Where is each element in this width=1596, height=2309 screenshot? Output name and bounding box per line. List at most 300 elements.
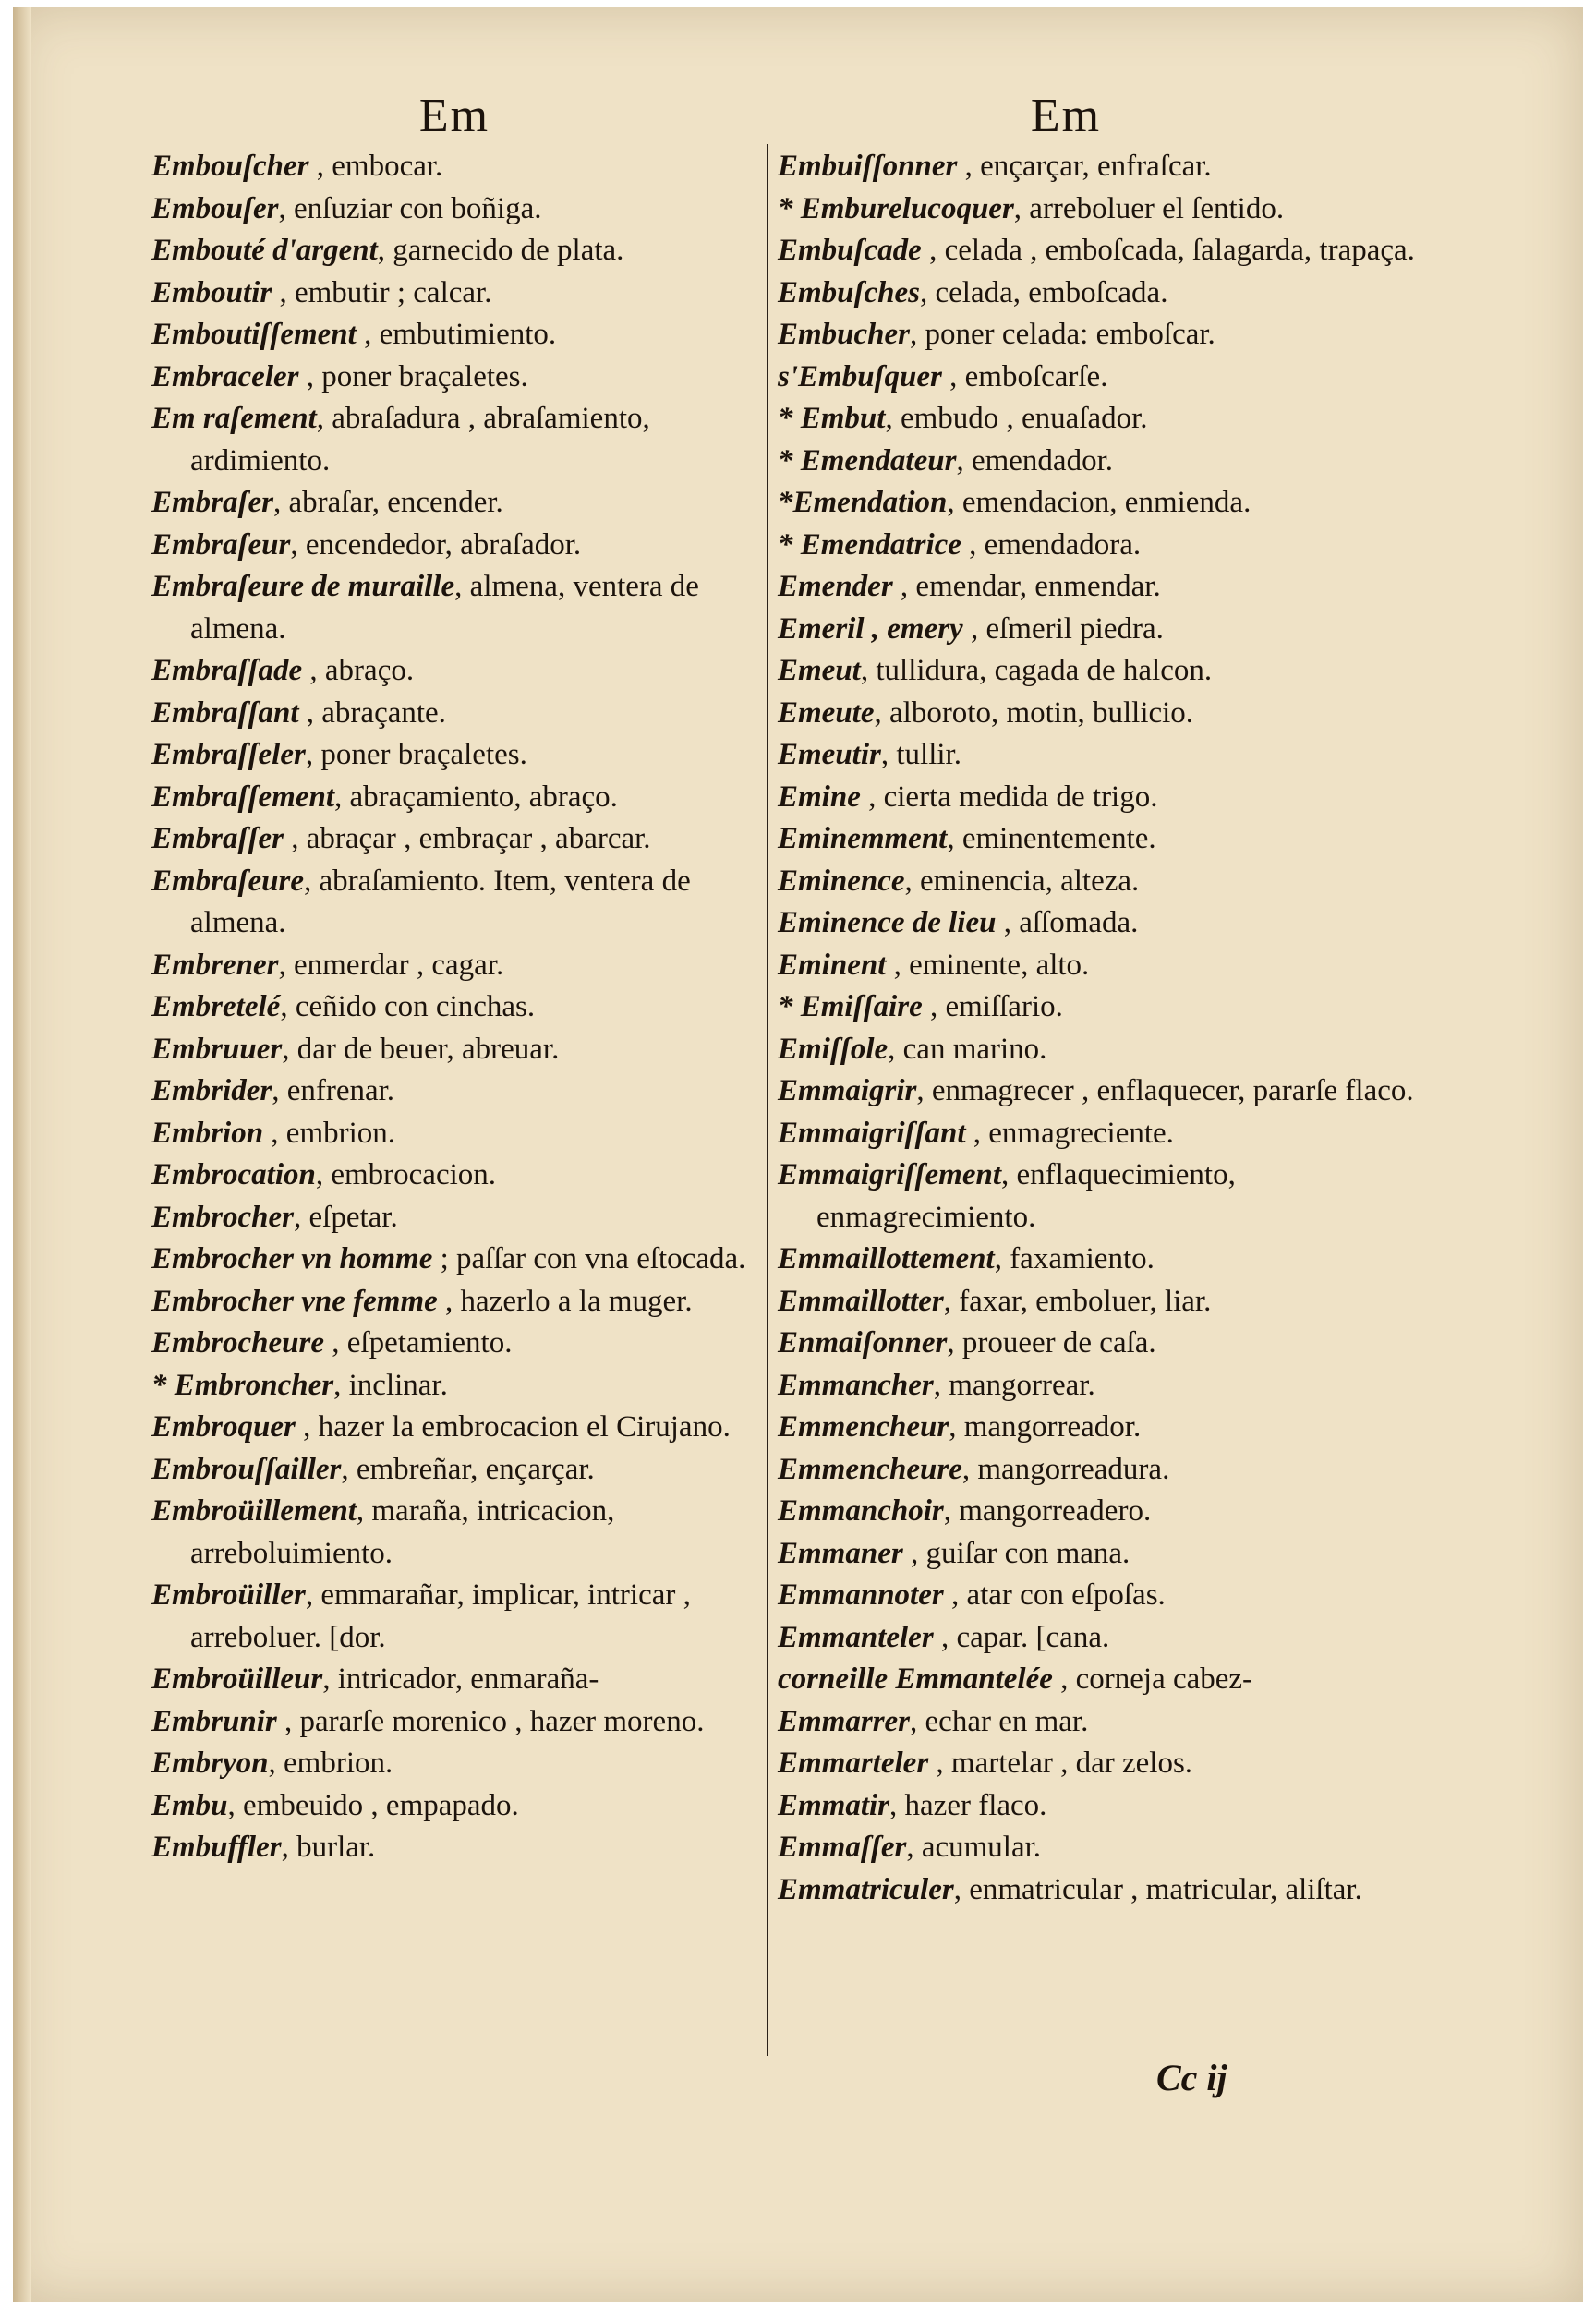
entry-headword: Embraſeur (151, 527, 291, 562)
dictionary-entry (778, 777, 1415, 819)
entry-separator: , (933, 1620, 957, 1654)
entry-definition: alboroto, motin, bullicio. (889, 695, 1194, 730)
dictionary-entry (778, 482, 1415, 525)
dictionary-entry (151, 945, 761, 987)
entry-headword: * Embut (778, 402, 886, 435)
entry-definition: enfrenar. (286, 1074, 395, 1107)
entry-headword: Embrider (151, 1074, 272, 1107)
entry-separator: , (904, 864, 920, 898)
entry-headword: Embrocher vne femme (151, 1284, 438, 1318)
entry-definition: abraço. (324, 654, 415, 687)
entry-separator: , (281, 1831, 297, 1864)
entry-headword: Embraſſement (151, 780, 334, 814)
book-page (13, 7, 1583, 2302)
dictionary-entry (778, 818, 1415, 861)
dictionary-entry (778, 1533, 1415, 1576)
dictionary-entry (778, 1659, 1415, 1701)
entry-headword: Emmencheur (778, 1410, 949, 1444)
entry-headword: Embraſer (151, 486, 273, 519)
entry-headword: Emeril , emery (778, 611, 963, 646)
dictionary-entry (778, 1617, 1415, 1660)
entry-definition: aſſomada. (1019, 906, 1139, 939)
entry-headword: Embroquer (151, 1410, 296, 1444)
dictionary-entry (151, 1070, 761, 1113)
entry-definition: can marino. (902, 1032, 1047, 1066)
entry-headword: Embouſcher (151, 150, 309, 183)
entry-headword: s'Embuſquer (778, 359, 942, 393)
entry-separator: , (302, 654, 325, 687)
entry-separator: , (965, 1116, 989, 1150)
dictionary-entry (151, 1449, 761, 1492)
entry-headword: Emmaigriſſant (778, 1116, 966, 1150)
entry-definition: embocar. (332, 150, 443, 183)
entry-definition: poner braçaletes. (321, 359, 528, 393)
entry-definition: enmatricular , matricular, aliſtar. (969, 1872, 1362, 1906)
column-divider (767, 144, 768, 2056)
entry-headword: Embroüillement (151, 1494, 357, 1528)
entry-separator: , (308, 150, 332, 183)
entry-separator: , (885, 402, 901, 435)
entry-definition: emendador. (971, 443, 1113, 478)
dictionary-entry (778, 1575, 1415, 1617)
dictionary-entry (151, 1407, 761, 1449)
entry-definition: eminente, alto. (909, 948, 1090, 982)
entry-separator: , (953, 1872, 970, 1906)
dictionary-entry (151, 1743, 761, 1785)
dictionary-entry (151, 986, 761, 1029)
entry-headword: Embraſeure de muraille (151, 570, 455, 603)
dictionary-entry (778, 986, 1415, 1029)
entry-headword: Emmarrer (778, 1704, 911, 1738)
entry-definition: tullir. (896, 738, 961, 771)
entry-headword: Emmaillottement (778, 1242, 995, 1275)
dictionary-entry (151, 1575, 761, 1659)
dictionary-entry (778, 357, 1415, 399)
right-column (778, 146, 1415, 1911)
entry-definition: embrocacion. (331, 1158, 497, 1191)
entry-definition: atar con eſpoſas. (966, 1578, 1166, 1612)
dictionary-entry (151, 818, 761, 861)
dictionary-entry (151, 1239, 761, 1281)
entry-separator: , (921, 234, 945, 267)
entry-definition: eſpetamiento. (346, 1326, 513, 1360)
running-header-right: Em (1030, 90, 1102, 142)
entry-separator: , (278, 191, 295, 225)
entry-separator: , (316, 402, 332, 435)
dictionary-entry (151, 314, 761, 357)
entry-separator: , (356, 318, 380, 351)
entry-headword: Embrocheure (151, 1326, 325, 1360)
entry-headword: * Embroncher (151, 1368, 334, 1402)
dictionary-entry (151, 734, 761, 777)
entry-headword: Eminence de lieu (778, 906, 997, 939)
entry-separator: , (902, 1536, 926, 1570)
entry-headword: Emeutir (778, 738, 881, 771)
entry-separator: , (962, 611, 986, 646)
entry-headword: Emmarteler (778, 1747, 929, 1780)
entry-definition: enflaquecimiento, enmagrecimiento. (816, 1158, 1236, 1234)
dictionary-entry (778, 525, 1415, 567)
entry-definition: cierta medida de trigo. (883, 780, 1158, 814)
entry-headword: Embraſſeler (151, 738, 306, 771)
entry-separator: , (961, 1452, 978, 1486)
entry-definition: abraçante. (321, 695, 446, 730)
dictionary-entry (778, 1281, 1415, 1324)
entry-separator: , (956, 443, 972, 478)
entry-definition: embreñar, ençarçar. (356, 1452, 595, 1486)
dictionary-entry (151, 525, 761, 567)
dictionary-entry (778, 1113, 1415, 1155)
running-header-left: Em (418, 90, 490, 142)
entry-headword: * Emendateur (778, 443, 957, 478)
entry-headword: Enmaiſonner (778, 1326, 948, 1360)
dictionary-entry (778, 230, 1415, 272)
entry-headword: Embrouſſailler (151, 1452, 342, 1486)
entry-definition: emiſſario. (945, 990, 1063, 1023)
entry-separator: ; (432, 1242, 457, 1275)
entry-separator: , (860, 654, 877, 687)
signature-mark: Cc ij (1156, 2057, 1227, 2098)
dictionary-entry (778, 1365, 1415, 1408)
dictionary-entry (778, 1827, 1415, 1869)
entry-definition: encendedor, abraſador. (305, 527, 582, 562)
entry-headword: Emine (778, 780, 861, 814)
entry-headword: Embucher (778, 318, 911, 351)
dictionary-entry (151, 566, 761, 650)
entry-definition: poner celada: emboſcar. (925, 318, 1215, 351)
entry-separator: , (290, 527, 306, 562)
entry-headword: Emmaigrir (778, 1074, 917, 1107)
entry-separator: , (227, 1788, 244, 1822)
entry-definition: faxamiento. (1010, 1242, 1155, 1275)
entry-definition: hazerlo a la muger. (460, 1284, 693, 1318)
dictionary-entry (151, 1785, 761, 1828)
entry-headword: Eminence (778, 864, 905, 898)
entry-definition: ençarçar, enfraſcar. (980, 150, 1212, 183)
entry-separator: , (994, 1242, 1010, 1275)
dictionary-entry (778, 902, 1415, 945)
dictionary-entry (151, 861, 761, 945)
entry-headword: Embruuer (151, 1032, 283, 1066)
entry-separator: , (947, 822, 962, 855)
entry-definition: corneja cabez- (1075, 1662, 1253, 1696)
entry-headword: Eminent (778, 948, 887, 982)
dictionary-entry (778, 272, 1415, 315)
entry-separator: , (943, 1284, 960, 1318)
dictionary-entry (151, 1197, 761, 1239)
entry-separator: , (928, 1747, 951, 1780)
entry-separator: , (272, 275, 295, 309)
entry-headword: * Emiſſaire (778, 990, 923, 1023)
entry-definition: eminencia, alteza. (920, 864, 1140, 898)
entry-definition: proueer de caſa. (961, 1326, 1156, 1360)
entry-headword: Emmanchoir (778, 1494, 944, 1528)
entry-headword: Em raſement (151, 402, 317, 435)
entry-headword: Embrocation (151, 1158, 316, 1191)
entry-definition: capar. [cana. (956, 1620, 1110, 1654)
dictionary-entry (151, 1701, 761, 1744)
dictionary-entry (151, 650, 761, 693)
dictionary-entry (778, 1701, 1415, 1744)
entry-headword: Emmaillotter (778, 1284, 944, 1318)
entry-separator: , (273, 486, 289, 519)
dictionary-entry (778, 1070, 1415, 1113)
entry-separator: , (1013, 191, 1030, 225)
entry-headword: Embryon (151, 1747, 269, 1780)
entry-separator: , (961, 527, 985, 562)
dictionary-entry (151, 693, 761, 735)
entry-headword: Embouté d'argent (151, 234, 378, 267)
entry-separator: , (305, 738, 321, 771)
entry-definition: celada , emboſcada, ſalagarda, trapaça. (944, 234, 1415, 267)
entry-separator: , (916, 1074, 932, 1107)
entry-separator: , (949, 1410, 964, 1444)
entry-definition: embrion. (285, 1116, 396, 1150)
entry-definition: enſuziar con boñiga. (294, 191, 542, 225)
entry-separator: , (910, 318, 925, 351)
dictionary-entry (151, 230, 761, 272)
dictionary-entry (151, 357, 761, 399)
entry-definition: eſpetar. (308, 1200, 398, 1234)
dictionary-entry (151, 1365, 761, 1408)
dictionary-entry (151, 1281, 761, 1324)
entry-separator: , (947, 1326, 962, 1360)
entry-headword: Embrion (151, 1116, 264, 1150)
entry-separator: , (888, 1032, 903, 1066)
entry-definition: ceñido con cinchas. (295, 990, 536, 1023)
entry-definition: maraña, intricacion, arreboluimiento. (190, 1494, 615, 1570)
entry-headword: Embroüilleur (151, 1662, 323, 1696)
dictionary-entry (778, 1449, 1415, 1492)
entry-headword: Embretelé (151, 990, 281, 1023)
entry-headword: Embuſches (778, 275, 921, 309)
entry-separator: , (454, 570, 470, 603)
entry-separator: , (922, 990, 946, 1023)
entry-separator: , (282, 1032, 297, 1066)
entry-separator: , (957, 150, 981, 183)
entry-definition: inclinar. (348, 1368, 448, 1402)
dictionary-entry (778, 693, 1415, 735)
dictionary-entry (778, 1743, 1415, 1785)
dictionary-entry (151, 146, 761, 188)
entry-definition: embutir ; calcar. (294, 275, 492, 309)
dictionary-entry (151, 398, 761, 482)
entry-definition: embeuido , empapado. (243, 1788, 519, 1822)
entry-definition: mangorreador. (963, 1410, 1142, 1444)
entry-headword: Embuſcade (778, 234, 922, 267)
dictionary-entry (151, 272, 761, 315)
dictionary-entry (778, 1239, 1415, 1281)
entry-headword: Embroüiller (151, 1578, 306, 1612)
dictionary-entry (778, 1407, 1415, 1449)
entry-headword: Emiſſole (778, 1032, 889, 1066)
entry-definition: embrion. (284, 1747, 393, 1780)
entry-separator: , (437, 1284, 461, 1318)
entry-headword: Embraſſade (151, 654, 303, 687)
entry-separator: , (356, 1494, 372, 1528)
entry-definition: enmerdar , cagar. (294, 948, 504, 982)
entry-definition: emendar, enmendar. (915, 570, 1161, 603)
entry-separator: , (1001, 1158, 1017, 1191)
entry-definition: hazer la embrocacion el Cirujano. (318, 1410, 731, 1444)
entry-separator: , (295, 1410, 319, 1444)
entry-separator: , (298, 695, 322, 730)
entry-definition: intricador, enmaraña- (337, 1662, 599, 1696)
entry-headword: Emmaigriſſement (778, 1158, 1001, 1191)
entry-headword: Embuiſſonner (778, 150, 958, 183)
entry-separator: , (304, 864, 320, 898)
entry-separator: , (996, 906, 1020, 939)
entry-headword: Emmaſſer (778, 1831, 907, 1864)
dictionary-entry (778, 1323, 1415, 1365)
entry-definition: mangorrear. (949, 1368, 1095, 1402)
entry-definition: martelar , dar zelos. (950, 1747, 1193, 1780)
entry-separator: , (906, 1831, 922, 1864)
dictionary-entry (151, 188, 761, 231)
dictionary-entry (778, 734, 1415, 777)
entry-separator: , (315, 1158, 332, 1191)
entry-definition: echar en mar. (925, 1704, 1089, 1738)
entry-separator: , (943, 1578, 967, 1612)
entry-definition: hazer flaco. (904, 1788, 1047, 1822)
entry-definition: eminentemente. (961, 822, 1156, 855)
entry-headword: * Emburelucoquer (778, 191, 1014, 225)
dictionary-entry (151, 1827, 761, 1869)
entry-separator: , (933, 1368, 949, 1402)
dictionary-entry (778, 1869, 1415, 1912)
entry-headword: Embrunir (151, 1704, 277, 1738)
entry-separator: , (294, 1200, 309, 1234)
entry-definition: embudo , enuaſador. (900, 402, 1148, 435)
entry-definition: enmagrecer , enflaquecer, pararſe flaco. (931, 1074, 1414, 1107)
entry-headword: Emmaner (778, 1536, 903, 1570)
dictionary-entry (778, 650, 1415, 693)
entry-headword: Embrener (151, 948, 279, 982)
entry-definition: emmarañar, implicar, intricar , arreboluer. [dor. (190, 1578, 691, 1654)
entry-definition: abraſamiento. Item, ventera de almena. (190, 864, 691, 939)
entry-definition: dar de beuer, abreuar. (296, 1032, 560, 1066)
entry-separator: , (268, 1747, 284, 1780)
entry-definition: almena, ventera de almena. (190, 570, 699, 646)
entry-headword: Emender (778, 570, 893, 603)
dictionary-entry (778, 1029, 1415, 1071)
entry-separator: , (263, 1116, 286, 1150)
entry-definition: arreboluer el ſentido. (1029, 191, 1285, 225)
entry-headword: Embraſſant (151, 695, 299, 730)
entry-headword: Embrocher vn homme (151, 1242, 433, 1275)
entry-separator: , (298, 359, 322, 393)
dictionary-entry (778, 1785, 1415, 1828)
entry-definition: abraçamiento, abraço. (349, 780, 618, 814)
dictionary-entry (778, 398, 1415, 441)
entry-headword: Emmancher (778, 1368, 934, 1402)
entry-definition: embutimiento. (379, 318, 557, 351)
entry-definition: emendadora. (984, 527, 1142, 562)
entry-definition: tullidura, cagada de halcon. (876, 654, 1213, 687)
entry-definition: acumular. (921, 1831, 1042, 1864)
entry-definition: mangorreadura. (977, 1452, 1170, 1486)
entry-headword: Emboutir (151, 275, 272, 309)
dictionary-entry (778, 861, 1415, 903)
entry-headword: * Emendatrice (778, 527, 961, 562)
entry-headword: Emeut (778, 654, 861, 687)
entry-definition: burlar. (296, 1831, 376, 1864)
entry-definition: mangorreadero. (959, 1494, 1152, 1528)
dictionary-entry (151, 1323, 761, 1365)
entry-headword: Emboutiſſement (151, 318, 357, 351)
entry-definition: pararſe morenico , hazer moreno. (299, 1704, 705, 1738)
dictionary-entry (778, 441, 1415, 483)
entry-separator: , (272, 1074, 287, 1107)
entry-definition: garnecido de plata. (393, 234, 624, 267)
entry-definition: abraſar, encender. (288, 486, 503, 519)
entry-separator: , (280, 990, 296, 1023)
entry-separator: , (333, 780, 350, 814)
dictionary-entry (151, 1659, 761, 1701)
dictionary-entry (778, 314, 1415, 357)
entry-separator: , (910, 1704, 925, 1738)
entry-definition: guiſar con mana. (925, 1536, 1130, 1570)
dictionary-entry (778, 609, 1415, 651)
entry-headword: Embu (151, 1788, 228, 1822)
dictionary-entry (778, 188, 1415, 231)
entry-definition: abraçar , embraçar , abarcar. (306, 822, 651, 855)
entry-definition: poner braçaletes. (320, 738, 527, 771)
entry-separator: , (284, 822, 307, 855)
entry-headword: Emmencheure (778, 1452, 962, 1486)
entry-separator: , (278, 948, 295, 982)
entry-separator: , (943, 1494, 960, 1528)
entry-separator: , (889, 1788, 905, 1822)
entry-headword: Embraceler (151, 359, 299, 393)
entry-definition: emendacion, enmienda. (961, 486, 1251, 519)
dictionary-entry (778, 566, 1415, 609)
dictionary-entry (778, 1491, 1415, 1533)
entry-headword: corneille Emmantelée (778, 1662, 1053, 1696)
entry-separator: , (860, 780, 884, 814)
entry-separator: , (941, 359, 965, 393)
entry-definition: eſmeril piedra. (985, 611, 1164, 646)
entry-headword: Eminemment (778, 822, 948, 855)
dictionary-entry (151, 482, 761, 525)
entry-separator: , (874, 695, 889, 730)
dictionary-entry (778, 146, 1415, 188)
entry-definition: emboſcarſe. (964, 359, 1108, 393)
entry-headword: Embraſſer (151, 822, 284, 855)
entry-headword: Emmannoter (778, 1578, 944, 1612)
entry-headword: Emeute (778, 695, 875, 730)
left-column (151, 146, 761, 1869)
entry-separator: , (322, 1662, 338, 1696)
entry-definition: celada, emboſcada. (935, 275, 1168, 309)
entry-definition: abraſadura , abraſamiento, ardimiento. (190, 402, 650, 478)
dictionary-entry (151, 1491, 761, 1575)
entry-headword: *Emendation (778, 486, 948, 519)
entry-separator: , (920, 275, 936, 309)
entry-separator: , (886, 948, 910, 982)
dictionary-entry (778, 945, 1415, 987)
entry-separator: , (377, 234, 393, 267)
entry-definition: paſſar con vna eſtocada. (456, 1242, 746, 1275)
dictionary-entry (778, 1154, 1415, 1239)
dictionary-entry (151, 1154, 761, 1197)
entry-definition: enmagreciente. (988, 1116, 1174, 1150)
page-edge (13, 7, 31, 2302)
entry-separator: , (1052, 1662, 1076, 1696)
dictionary-entry (151, 1113, 761, 1155)
dictionary-entry (151, 1029, 761, 1071)
entry-separator: , (892, 570, 916, 603)
